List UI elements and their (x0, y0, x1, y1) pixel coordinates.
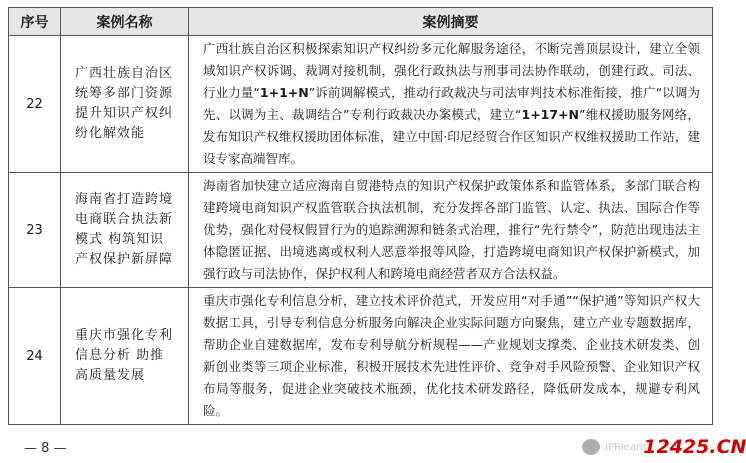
table-header-row (9, 8, 713, 36)
watermark-site: 12425.CN (643, 436, 746, 458)
table-row (9, 173, 713, 288)
header-case-summary: 案例摘要 (189, 8, 713, 36)
case-name: 海南省打造跨境电商联合执法新模式 构筑知识产权保护新屏障 (61, 173, 189, 288)
case-summary: 重庆市强化专利信息分析，建立技术评价范式，开发应用“对手通”“保护通”等知识产权大数据工具，引导专利信息分析服务向解决企业实际问题方向聚焦，建立产业专题数据库，帮助企业自建数据库，发布专利导航分析规程——产业规划支撑类、企业技术研发类、创新创业类等三项企业标准，积极开展技术先进性评价、竞争对手风险预警、企业知识产权布局等服务，促进企业突破技术瓶颈，优化技术研发路径，降低研发成本，规避专利风险。 (189, 288, 713, 425)
summary-text: 广西壮族自治区积极探索知识产权纠纷多元化解服务途径，不断完善顶层设计，建立全领域知识产权诉调、裁调对接机制，强化行政执法与刑事司法协作联动，创建行政、司法、行业力量“ (203, 41, 700, 100)
wechat-icon (582, 439, 600, 455)
table-row (9, 36, 713, 173)
case-number: 22 (9, 36, 61, 173)
case-name: 广西壮族自治区统筹多部门资源提升知识产权纠纷化解效能 (61, 36, 189, 173)
case-number: 24 (9, 288, 61, 425)
page-number: — 8 — (24, 441, 67, 456)
summary-text: ”维权援助服务网络，发布知识产权维权援助团体标准，建立中国·印尼经贸合作区知识产权维权援助工作站，建设专家高端智库。 (203, 107, 701, 166)
case-name: 重庆市强化专利信息分析 助推高质量发展 (61, 288, 189, 425)
summary-text: ”诉前调解模式，推动行政裁决与司法审判技术标准衔接，推广“以调为先、以调为主、裁调结合”专利行政裁决办案模式，建立“ (203, 85, 700, 122)
watermark (582, 436, 746, 458)
case-summary (189, 36, 713, 173)
case-number: 23 (9, 173, 61, 288)
case-summary: 海南省加快建立适应海南自贸港特点的知识产权保护政策体系和监管体系，多部门联合构建跨境电商知识产权监管联合执法机制，充分发挥各部门监管、认定、执法、国际合作等优势，强化对侵权假冒行为的追踪溯源和链条式治理，推行“先行禁令”，防范出现违法主体隐匿证据、出境逃离或权利人恶意举报等风险，打造跨境电商知识产权保护新模式，加强行政与司法协作，保护权利人和跨境电商经营者双方合法权益。 (189, 173, 713, 288)
cases-table (8, 7, 713, 425)
watermark-faint-text: IPRlearn (605, 441, 647, 453)
summary-bold-term: 1+17+N (521, 107, 580, 122)
summary-bold-term: 1+1+N (259, 85, 309, 100)
header-case-name: 案例名称 (61, 8, 189, 36)
table-row (9, 288, 713, 425)
header-no: 序号 (9, 8, 61, 36)
